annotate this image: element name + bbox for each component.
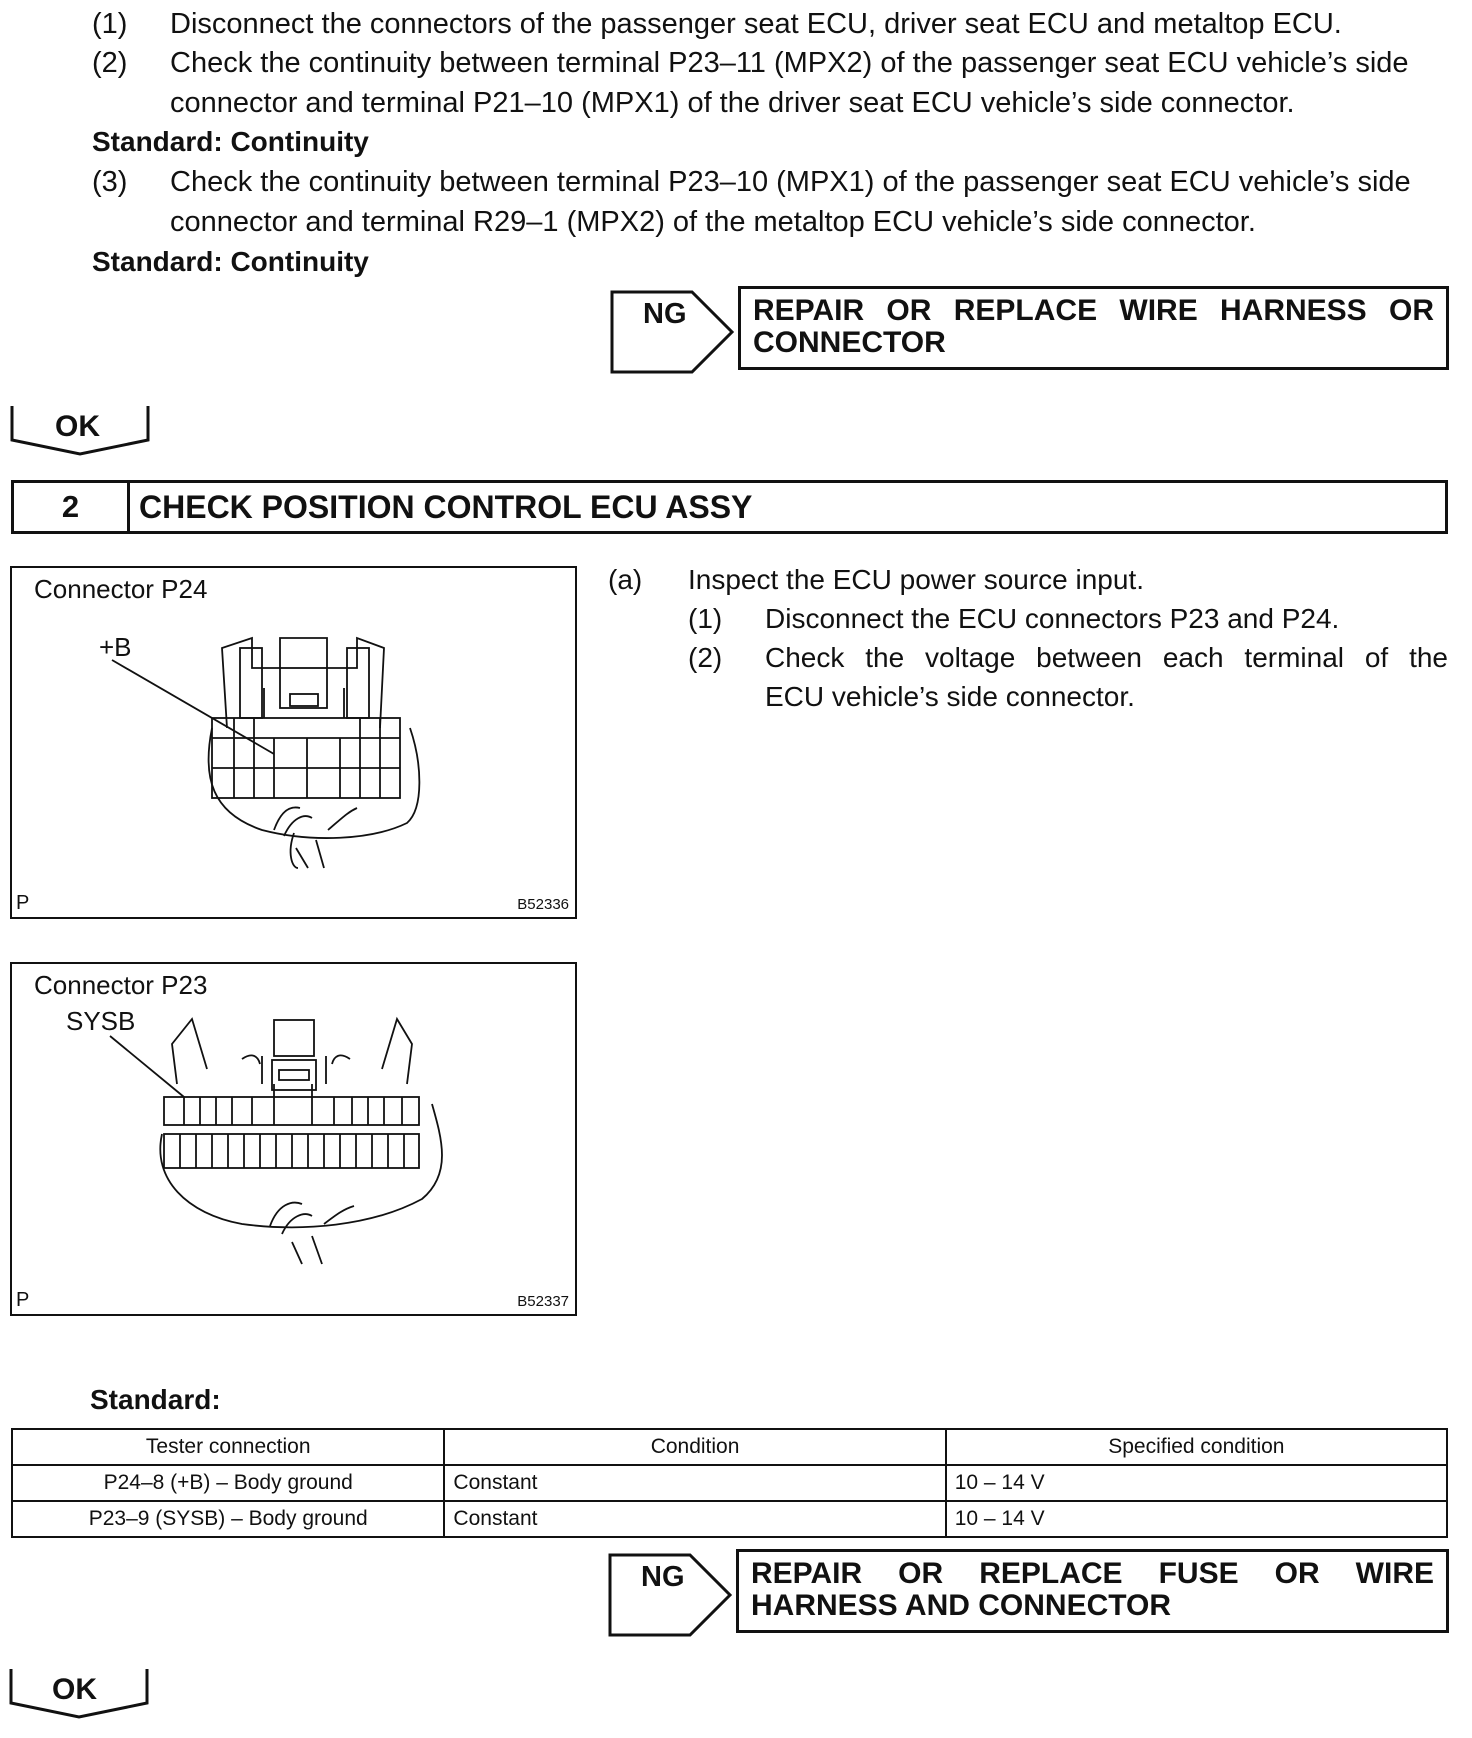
table-header-row (12, 1429, 1447, 1465)
table-cell: 10 – 14 V (946, 1465, 1447, 1501)
standard-label: Standard: Continuity (92, 246, 369, 277)
standard-label: Standard: Continuity (92, 126, 369, 157)
step-text: Check the continuity between terminal P23–10 (MPX1) of the passenger seat ECU vehicle’s side (170, 166, 1411, 198)
standard-table (11, 1428, 1448, 1538)
table-row (12, 1501, 1447, 1537)
instruction-number: (2) (688, 642, 723, 673)
table-cell: 10 – 14 V (946, 1501, 1447, 1537)
table-header: Condition (444, 1429, 945, 1465)
instruction-a (608, 560, 1145, 599)
instruction-text: Check the voltage between each terminal of the (765, 642, 1448, 673)
ok-label: OK (55, 410, 100, 443)
connector-p24-figure (10, 566, 577, 919)
ng-result-box (738, 286, 1449, 370)
instruction-1 (688, 599, 1340, 638)
pin-label: SYSB (66, 1006, 136, 1036)
ng-result-line: HARNESS AND CONNECTOR (751, 1589, 1172, 1622)
instruction-number: (1) (688, 603, 723, 634)
table-header: Specified condition (946, 1429, 1447, 1465)
figure-code: B52337 (517, 1293, 569, 1310)
step-number: (1) (92, 8, 128, 40)
figure-corner-mark: P (16, 1289, 30, 1311)
pin-label: +B (99, 632, 132, 662)
ng-result-box (736, 1549, 1449, 1633)
instruction-text: ECU vehicle’s side connector. (765, 681, 1135, 712)
instruction-2-continued (765, 677, 1135, 716)
table-cell: P24–8 (+B) – Body ground (12, 1465, 444, 1501)
step-text: Disconnect the connectors of the passenger seat ECU, driver seat ECU and metaltop ECU. (170, 8, 1342, 40)
step-title: CHECK POSITION CONTROL ECU ASSY (139, 489, 753, 525)
table-cell: Constant (444, 1465, 945, 1501)
ok-label: OK (52, 1673, 97, 1706)
step-number: (2) (92, 47, 128, 79)
ng-result-line: CONNECTOR (753, 326, 946, 359)
step-header (11, 480, 1448, 534)
table-cell: P23–9 (SYSB) – Body ground (12, 1501, 444, 1537)
step-number: (3) (92, 166, 128, 198)
figure-corner-mark: P (16, 892, 30, 914)
figure-code: B52336 (517, 896, 569, 913)
connector-p24-drawing (12, 568, 579, 921)
ng-result-line: REPAIR OR REPLACE FUSE OR WIRE (751, 1557, 1434, 1590)
step-number: 2 (14, 483, 130, 531)
instruction-number: (a) (608, 564, 643, 595)
step-text: connector and terminal P21–10 (MPX1) of the driver seat ECU vehicle’s side connector. (170, 87, 1295, 119)
step-text: connector and terminal R29–1 (MPX2) of the metaltop ECU vehicle’s side connector. (170, 206, 1256, 238)
ng-result-line: REPAIR OR REPLACE WIRE HARNESS OR (753, 294, 1434, 327)
ng-label: NG (641, 1561, 685, 1593)
figure-title: Connector P24 (34, 574, 208, 604)
table-cell: Constant (444, 1501, 945, 1537)
instruction-2 (688, 638, 1448, 677)
table-row (12, 1465, 1447, 1501)
step-text: Check the continuity between terminal P23–11 (MPX2) of the passenger seat ECU vehicle’s side (170, 47, 1409, 79)
connector-p23-figure (10, 962, 577, 1316)
figure-title: Connector P23 (34, 970, 208, 1000)
standard-label: Standard: (90, 1384, 221, 1415)
ng-label: NG (643, 298, 687, 330)
instruction-text: Inspect the ECU power source input. (688, 564, 1145, 595)
table-header: Tester connection (12, 1429, 444, 1465)
instruction-text: Disconnect the ECU connectors P23 and P24. (765, 603, 1340, 634)
